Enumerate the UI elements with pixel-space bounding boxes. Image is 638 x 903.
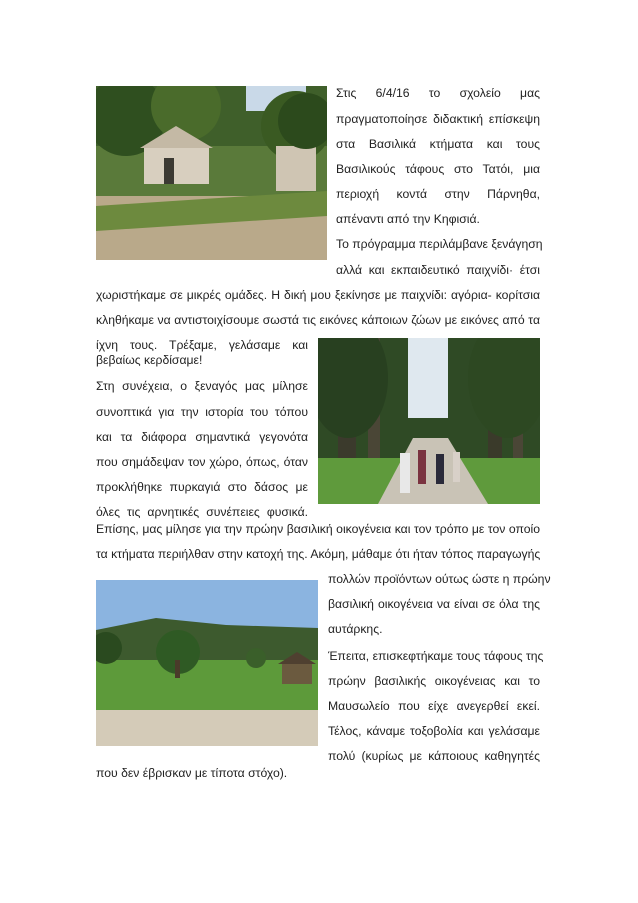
text-line: που σημάδεψαν τον χώρο, όπως, όταν <box>96 455 308 469</box>
text-line: αυτάρκης. <box>328 622 383 636</box>
text-line: ίχνη τους. Τρέξαμε, γελάσαμε και <box>96 338 308 352</box>
text-line: στα Βασιλικά κτήματα και τους <box>336 137 540 151</box>
text-line: συνοπτικά για την ιστορία του τόπου <box>96 405 308 419</box>
text-line: Επίσης, μας μίλησε για την πρώην βασιλική οικογένεια και τον τρόπο με τον οποίο <box>96 522 540 536</box>
text-line: αλλά και εκπαιδευτικό παιχνίδι· έτσι <box>336 263 540 277</box>
text-line: και τα διάφορα σημαντικά γεγονότα <box>96 430 308 444</box>
text-line: βασιλική οικογένεια να είναι σε όλα της <box>328 597 540 611</box>
text-line: κληθήκαμε να αντιστοιχίσουμε σωστά τις εικόνες κάποιων ζώων με εικόνες από τα <box>96 313 540 327</box>
stone-chapel-photo <box>96 86 327 260</box>
text-line: Τέλος, κάναμε τοξοβολία και γελάσαμε <box>328 724 540 738</box>
text-line: Μαυσωλείο που είχε ανεγερθεί εκεί. <box>328 699 540 713</box>
text-line: πρώην βασιλικής οικογένειας και το <box>328 674 540 688</box>
text-line: πραγματοποίησε διδακτική επίσκεψη <box>336 112 540 126</box>
text-line: βεβαίως κερδίσαμε! <box>96 353 203 367</box>
text-line: Στη συνέχεια, ο ξεναγός μας μίλησε <box>96 379 308 393</box>
cypress-path-photo <box>318 338 540 504</box>
text-line: Έπειτα, επισκεφτήκαμε τους τάφους της <box>328 649 544 663</box>
text-line: τα κτήματα περιήλθαν στην κατοχή της. Ακόμη, μάθαμε ότι ήταν τόπος παραγωγής <box>96 547 541 561</box>
text-line: πολύ (κυρίως με κάποιους καθηγητές <box>328 749 540 763</box>
text-line: απέναντι από την Κηφισιά. <box>336 212 480 226</box>
text-line: προκλήθηκε πυρκαγιά στο δάσος με <box>96 480 308 494</box>
text-line: Το πρόγραμμα περιλάμβανε ξενάγηση <box>336 237 543 251</box>
text-line: Στις 6/4/16 το σχολείο μας <box>336 86 540 100</box>
text-line: όλες τις αρνητικές συνέπειες φυσικά. <box>96 505 308 519</box>
text-line: περιοχή κοντά στην Πάρνηθα, <box>336 187 540 201</box>
text-line: πολλών προϊόντων ούτως ώστε η πρώην <box>328 572 551 586</box>
text-line: που δεν έβρισκαν με τίποτα στόχο). <box>96 766 288 780</box>
text-line: Βασιλικούς τάφους στο Τατόι, μια <box>336 162 540 176</box>
text-line: χωριστήκαμε σε μικρές ομάδες. Η δική μου ξεκίνησε με παιχνίδι: αγόρια- κορίτσια <box>96 288 540 302</box>
meadow-trees-photo <box>96 580 318 746</box>
